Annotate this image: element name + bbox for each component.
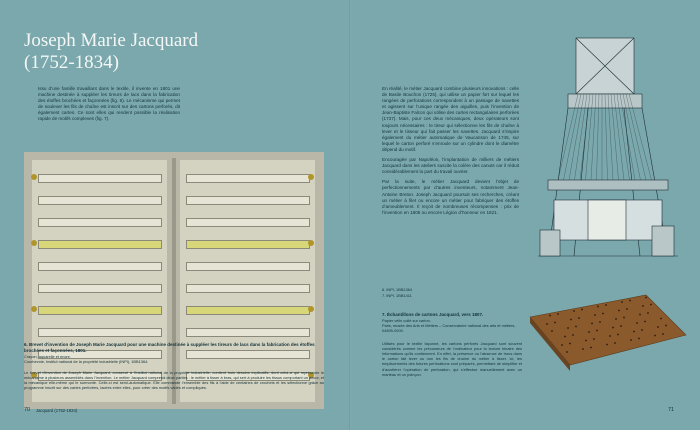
card-hole [623, 317, 625, 319]
card-hole [597, 306, 599, 308]
card-hole [618, 310, 620, 312]
card-hole [650, 304, 652, 306]
card-hole [645, 297, 647, 299]
patent-bar [38, 306, 162, 315]
figure6-caption-medium: Crayon, aquarelle et encre. [24, 353, 71, 359]
patent-knob [308, 174, 314, 180]
figure7-caption-text: Utilisés pour le textile façonné, les cartons perforés Jacquard sont souvent considérés comme les précurseurs de l’ordinateur pour la lecture binaire des informations qu’ils contiennent. En effet, la présence ou l’absence de trous dans le carton fait lever ou non les fils de chaîne du métier à tisser. Ici, les emplacements des futures perforations sont préparés, permettant de simplifier et d’accélérer l’opération de perforation, qui s’effectue manuellement avec un marteau et un poinçon. [382, 341, 522, 377]
card-hole [570, 319, 572, 321]
card-hole [596, 330, 598, 332]
folio-left: 70 [24, 407, 31, 413]
card-hole [636, 322, 638, 324]
card-hole [582, 348, 584, 350]
figure6-caption-lead: 6. Brevet d’invention de Joseph Marie Jacquard pour une machine destinée à suppléer les tireurs de lacs dans la fabrication des étoffes brochées et façonnées, 1801. [24, 342, 315, 353]
patent-bar [186, 174, 310, 183]
card-hole [585, 340, 587, 342]
right-para-1: En réalité, le métier Jacquard combine plusieurs innovations : celle de Basile Bouchon (1725), qui utilise un papier fort sur lequel les rangées de perforations correspondent à un passage de navettes et agissent sur l’unique rangée des aiguilles, puis l’invention de Jean-Baptiste Falcon qui utilise des cartes rectangulaires perforées (1737). Mais, pour ces deux mécaniques, deux opérateurs sont toujours nécessaires : le tireur qui sélectionne les fils de chaîne à lever et le tisseur qui fait passer les navettes. Jacquard s’inspire également du métier automatique de Vaucanson de 1745, sur lequel le carton perforé s’enroule sur un cylindre dont le diamètre dépend du motif. [382, 86, 519, 152]
patent-bar [38, 196, 162, 205]
folio-right: 71 [668, 407, 675, 413]
card-hole [657, 326, 659, 328]
card-hole [665, 325, 667, 327]
card-hole [567, 327, 569, 329]
figure6-caption-credit: Courbevoie, Institut national de la propriété industrielle (INPI), 1BB1364. [24, 358, 149, 364]
thumb-ref-1: 6. INPI, 1BB1364 [382, 287, 413, 292]
thumb-ref-2: 7. INPI, 1BB1411 [382, 293, 412, 298]
patent-bar [38, 174, 162, 183]
card-hole [591, 323, 593, 325]
punched-cards-photo [528, 287, 688, 372]
card-hole [551, 330, 553, 332]
right-para-2: Encouragée par Napoléon, l’implantation de milliers de métiers Jacquard dans les ateliers suscite la colère des canuts car il réduit considérablement la part du travail ouvrier. [382, 157, 519, 175]
card-hole [546, 323, 548, 325]
patent-knob [31, 174, 37, 180]
card-hole [644, 321, 646, 323]
card-hole [647, 312, 649, 314]
patent-bar [186, 328, 310, 337]
card-hole [615, 318, 617, 320]
figure7-caption [382, 312, 522, 377]
card-hole [564, 336, 566, 338]
card-hole [633, 331, 635, 333]
title-dates: (1752-1834) [24, 52, 119, 73]
card-hole [569, 343, 571, 345]
card-hole [626, 308, 628, 310]
card-hole [572, 334, 574, 336]
figure7-caption-credit: Paris, musée des Arts et Métiers – Conservatoire national des arts et métiers, 04895-0000. [382, 322, 516, 333]
figure6-caption [24, 342, 324, 390]
page-title [24, 30, 324, 74]
gutter [349, 0, 351, 430]
patent-bar [186, 240, 310, 249]
card-hole [609, 335, 611, 337]
card-hole [662, 333, 664, 335]
figure6-caption-text: Le brevet d’invention de Joseph Marie Jacquard, conservé à l’Institut national de la propriété industrielle, contient trois dessins explicatifs, dont celui-ci qui représente le mécanisme à plusieurs assemblés dans l’invention. Le métier Jacquard comprend deux parties : le métier à tisser à bras, qui sert à produire les tissus comportant un décor, et la mécanique elle-même qui le surmonte. Celle-ci est semi-automatique. Elle commande l’ensemble des fils à l’aide de centaines de crochets et les sélectionne grâce au programme inscrit sur des cartes perforées, lacées entre elles, pour créer des motifs variés et compliqués. [24, 369, 324, 391]
card-hole [593, 338, 595, 340]
patent-bar [38, 262, 162, 271]
card-hole [605, 304, 607, 306]
intro-paragraph [38, 86, 180, 127]
patent-bar [186, 284, 310, 293]
patent-bar [38, 218, 162, 227]
patent-knob [308, 306, 314, 312]
card-hole [638, 338, 640, 340]
card-hole [588, 331, 590, 333]
card-hole [566, 351, 568, 353]
card-hole [612, 327, 614, 329]
title-name: Joseph Marie Jacquard [24, 30, 199, 51]
card-hole [641, 329, 643, 331]
patent-bar [38, 328, 162, 337]
card-hole [602, 313, 604, 315]
card-hole [621, 301, 623, 303]
card-hole [549, 315, 551, 317]
card-hole [554, 322, 556, 324]
intro-text: Issu d’une famille travaillant dans le textile, il invente en 1801 une machine destinée à suppléer les tireurs de lacs dans la fabrication des étoffes brochées et façonnées (fig. 6). Le mécanisme qui permet de soulever les fils de chaîne est inscrit sur des cartons perforés, dit également cartes. Ce sont elles qui rendent possible la réalisation rapide de motifs complexes (fig. 7). [38, 86, 180, 122]
jacquard-loom-engraving [528, 30, 683, 272]
card-hole [557, 313, 559, 315]
patent-bar [186, 218, 310, 227]
card-hole [578, 317, 580, 319]
card-hole [606, 344, 608, 346]
card-hole [573, 310, 575, 312]
figure7-caption-medium: Papier vélin collé sur carton. [382, 317, 431, 323]
patent-bar [38, 284, 162, 293]
card-hole [561, 344, 563, 346]
card-hole [575, 326, 577, 328]
card-hole [660, 318, 662, 320]
patent-knob [308, 240, 314, 246]
card-hole [617, 334, 619, 336]
patent-knob [31, 306, 37, 312]
card-hole [614, 342, 616, 344]
card-hole [642, 305, 644, 307]
card-hole [639, 314, 641, 316]
patent-bar [186, 262, 310, 271]
card-hole [594, 314, 596, 316]
patent-bar [186, 196, 310, 205]
patent-bar [186, 306, 310, 315]
card-hole [654, 335, 656, 337]
figure7-caption-lead: 7. Échantillons de cartons Jacquard, vers 1807. [382, 312, 484, 317]
card-hole [629, 300, 631, 302]
patent-knob [31, 240, 37, 246]
right-para-3: Par la suite, le métier Jacquard devient l’objet de perfectionnements par d’autres inventeurs, notamment Jean-Antoine Breton. Joseph Jacquard poursuit ses recherches, créant un métier à filet ou encore un métier pour fabriquer des étoffes d’ameublement. Il reçoit de nombreuses récompenses : prix de l’invention en 1805 ou encore Légion d’honneur en 1821. [382, 179, 519, 215]
card-hole [590, 347, 592, 349]
card-hole [630, 339, 632, 341]
card-hole [581, 309, 583, 311]
card-hole [620, 325, 622, 327]
right-column-text [382, 86, 519, 220]
figure-references [382, 287, 412, 299]
running-head: Jacquard (1752-1834) [36, 408, 78, 413]
card-hole [599, 321, 601, 323]
patent-bar [38, 240, 162, 249]
